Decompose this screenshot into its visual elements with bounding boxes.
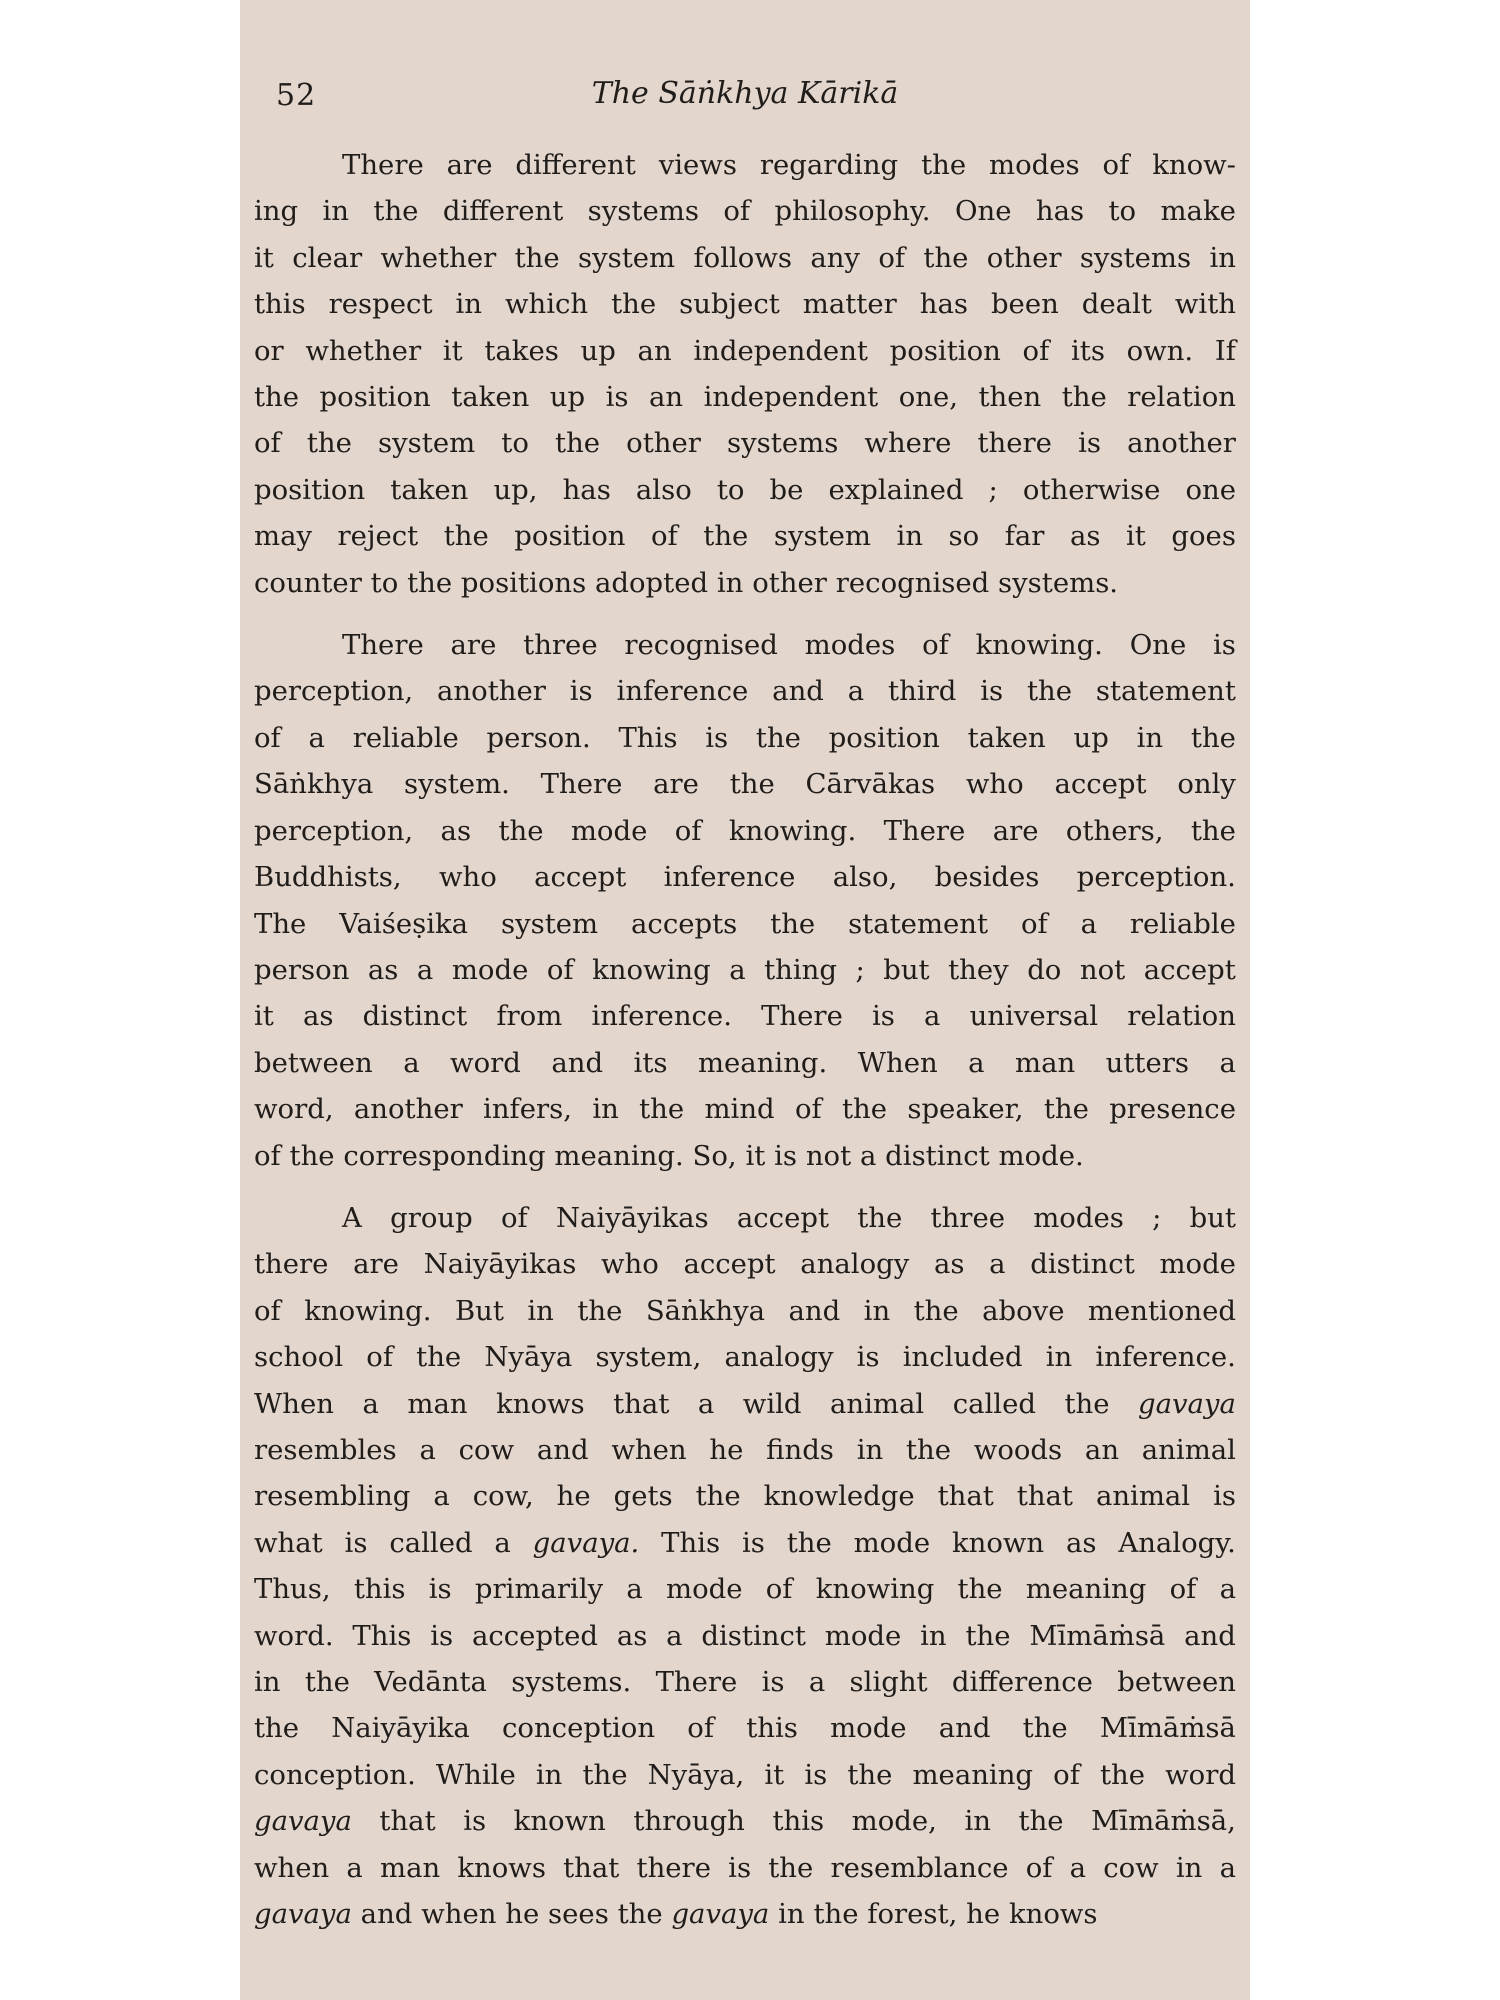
text-line: there are Naiyāyikas who accept analogy as a distinct mode [254, 1248, 1236, 1281]
text-line: in the Vedānta systems. There is a slight difference between [254, 1666, 1236, 1698]
text-line: Buddhists, who accept inference also, besides perception. [254, 861, 1236, 894]
text-line: the position taken up is an independent one, then the relation [254, 381, 1236, 414]
text-line: of the corresponding meaning. So, it is not a distinct mode. [254, 1139, 1084, 1172]
page-number: 52 [276, 78, 317, 113]
text-line: or whether it takes up an independent position of its own. If [254, 334, 1236, 367]
text-line: Sāṅkhya system. There are the Cārvākas who accept only [254, 768, 1236, 801]
text-line: perception, as the mode of knowing. There are others, the [254, 814, 1236, 847]
text-line: of a reliable person. This is the position taken up in the [254, 721, 1236, 754]
text-line: perception, another is inference and a third is the statement [254, 675, 1236, 708]
text-line: person as a mode of knowing a thing ; but they do not accept [254, 953, 1236, 986]
running-title: The Sāṅkhya Kārikā [591, 76, 899, 111]
text-line: gavaya and when he sees the gavaya in the forest, he knows [254, 1898, 1098, 1931]
text-line: this respect in which the subject matter has been dealt with [254, 288, 1236, 321]
text-line: The Vaiśeṣika system accepts the statement of a reliable [254, 907, 1236, 940]
text-line: position taken up, has also to be explained ; otherwise one [254, 473, 1236, 506]
text-line: the Naiyāyika conception of this mode and the Mīmāṁsā [254, 1712, 1236, 1745]
text-line: word. This is accepted as a distinct mode in the Mīmāṁsā and [254, 1619, 1236, 1652]
text-line: Thus, this is primarily a mode of knowing the meaning of a [254, 1573, 1236, 1606]
text-line: conception. While in the Nyāya, it is the meaning of the word [254, 1758, 1236, 1791]
paragraph-3 [254, 1195, 1236, 1938]
text-line: school of the Nyāya system, analogy is included in inference. [254, 1341, 1236, 1374]
text-line: of knowing. But in the Sāṅkhya and in the above mentioned [254, 1294, 1236, 1327]
paragraph-1 [254, 142, 1236, 606]
text-line: resembling a cow, he gets the knowledge that that animal is [254, 1480, 1236, 1513]
paragraph-2 [254, 622, 1236, 1179]
text-line: A group of Naiyāyikas accept the three modes ; but [342, 1201, 1236, 1234]
text-line: may reject the position of the system in so far as it goes [254, 520, 1236, 553]
text-line: of the system to the other systems where there is another [254, 427, 1236, 460]
text-line: resembles a cow and when he finds in the woods an animal [254, 1433, 1236, 1466]
text-line: between a word and its meaning. When a man utters a [254, 1046, 1236, 1079]
text-line: word, another infers, in the mind of the speaker, the presence [254, 1093, 1236, 1126]
text-line: When a man knows that a wild animal called the gavaya [254, 1387, 1236, 1420]
page-header [254, 70, 1236, 118]
text-line: when a man knows that there is the resemblance of a cow in a [254, 1851, 1236, 1884]
text-line: There are three recognised modes of knowing. One is [342, 629, 1236, 662]
text-line: it as distinct from inference. There is a universal relation [254, 1000, 1236, 1033]
text-line: it clear whether the system follows any of the other systems in [254, 241, 1236, 274]
text-line: There are different views regarding the modes of know- [342, 149, 1236, 181]
text-line: what is called a gavaya. This is the mode known as Analogy. [254, 1526, 1236, 1559]
text-line: ing in the different systems of philosophy. One has to make [254, 195, 1236, 228]
book-page [240, 0, 1250, 2000]
text-line: counter to the positions adopted in other recognised systems. [254, 566, 1119, 599]
text-line: gavaya that is known through this mode, in the Mīmāṁsā, [254, 1805, 1236, 1838]
